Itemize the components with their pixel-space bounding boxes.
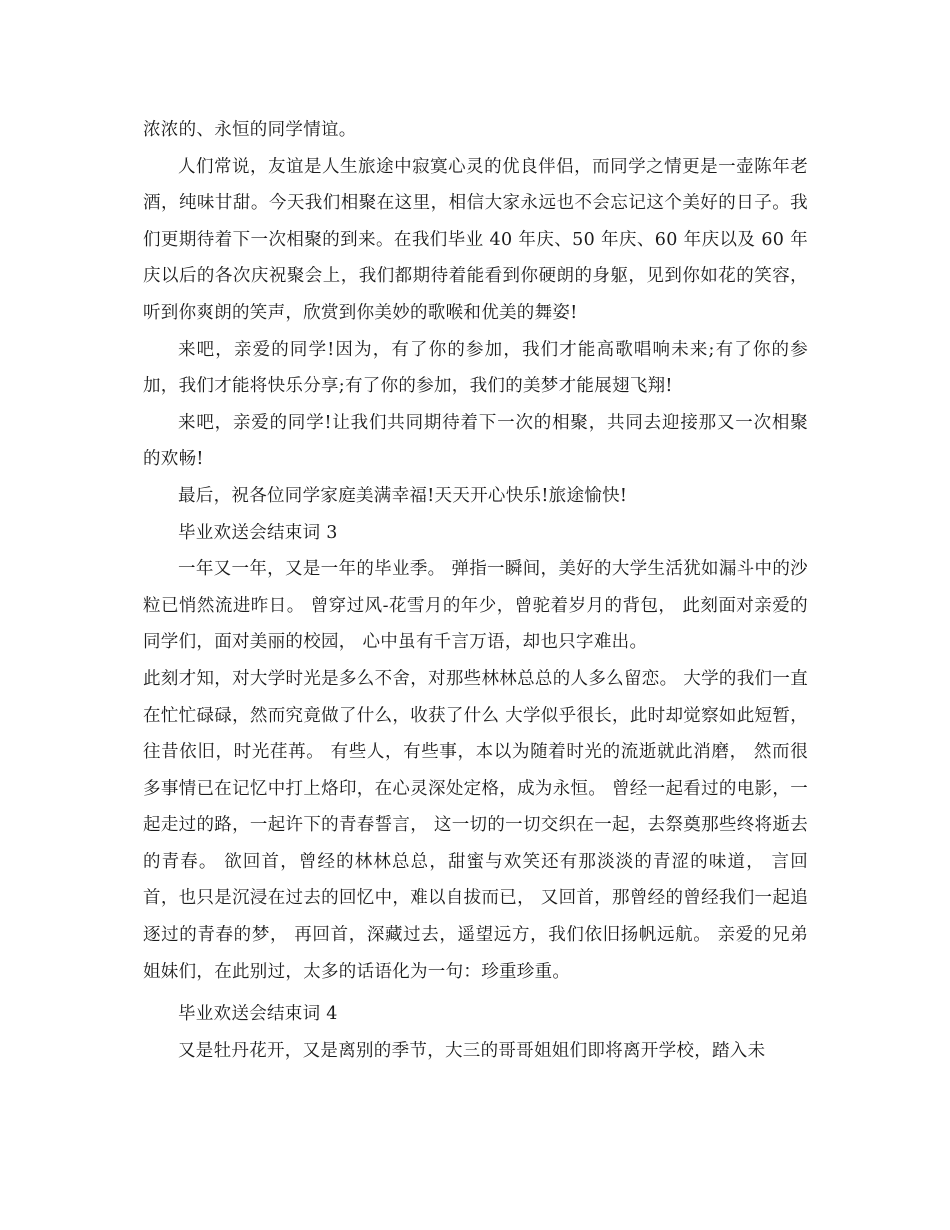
paragraph: 又是牡丹花开，又是离别的季节，大三的哥哥姐姐们即将离开学校，踏入未: [178, 1040, 766, 1061]
section-heading: 毕业欢送会结束词 4: [178, 1004, 338, 1025]
paragraph: 浓浓的、永恒的同学情谊。: [143, 120, 357, 140]
paragraph: 一年又一年，又是一年的毕业季。 弹指一瞬间，美好的大学生活犹如漏斗中的沙粒已悄然流进昨日。 曾穿过风-花雪月的年少，曾驼着岁月的背包， 此刻面对亲爱的同学们，面对美丽的校园， 心中虽有千言万语，却也只字难出。: [143, 559, 808, 653]
paragraph: 最后，祝各位同学家庭美满幸福!天天开心快乐!旅途愉快!: [178, 485, 628, 506]
paragraph: 来吧，亲爱的同学!因为，有了你的参加，我们才能高歌唱响未来;有了你的参加，我们才能将快乐分享;有了你的参加，我们的美梦才能展翅飞翔!: [143, 339, 808, 397]
paragraph: 来吧，亲爱的同学!让我们共同期待着下一次的相聚，共同去迎接那又一次相聚的欢畅!: [143, 412, 808, 470]
paragraph: 人们常说，友谊是人生旅途中寂寞心灵的优良伴侣，而同学之情更是一壶陈年老酒，纯味甘甜。今天我们相聚在这里，相信大家永远也不会忘记这个美好的日子。我们更期待着下一次相聚的到来。在我们毕业 40 年庆、50 年庆、60 年庆以及 60 年庆以后的各次庆祝聚会上，我们都期待着能看到你硬朗的身躯，见到你如花的笑容，听到你爽朗的笑声，欣赏到你美妙的歌喉和优美的舞姿!: [143, 156, 808, 323]
document-body: [143, 112, 808, 1069]
paragraph: 此刻才知，对大学时光是多么不舍，对那些林林总总的人多么留恋。 大学的我们一直在忙忙碌碌，然而究竟做了什么，收获了什么 大学似乎很长，此时却觉察如此短暂，往昔依旧，时光荏苒。 有些人，有些事，本以为随着时光的流逝就此消磨， 然而很多事情已在记忆中打上烙印，在心灵深处定格，成为永恒。 曾经一起看过的电影，一起走过的路，一起许下的青春誓言， 这一切的一切交织在一起，去祭奠那些终将逝去的青春。 欲回首，曾经的林林总总，甜蜜与欢笑还有那淡淡的青涩的味道， 言回首，也只是沉浸在过去的回忆中，难以自拔而已， 又回首，那曾经的曾经我们一起追逐过的青春的梦， 再回首，深藏过去，遥望远方，我们依旧扬帆远航。 亲爱的兄弟姐妹们，在此别过，太多的话语化为一句：珍重珍重。: [143, 668, 808, 982]
section-heading: 毕业欢送会结束词 3: [178, 522, 338, 543]
